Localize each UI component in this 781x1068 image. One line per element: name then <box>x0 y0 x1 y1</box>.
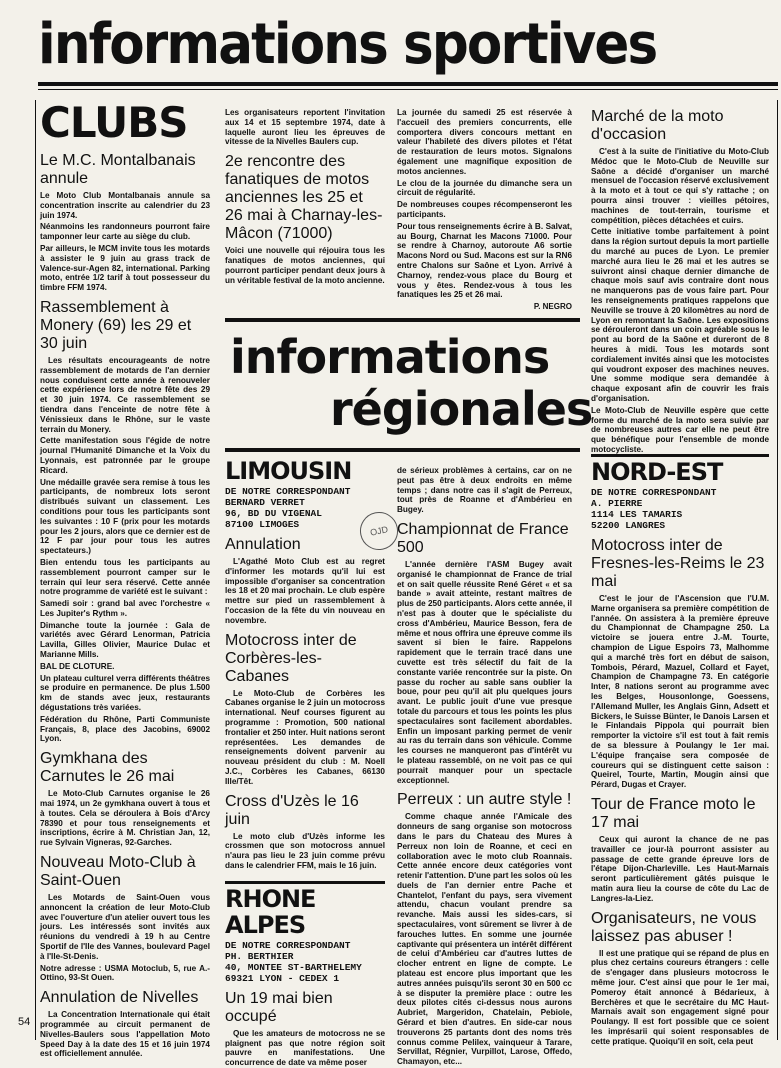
correspondent-line: DE NOTRE CORRESPONDANT <box>591 487 717 498</box>
correspondent-line: A. PIERRE <box>591 498 643 509</box>
correspondent-line: 69321 LYON - CEDEX 1 <box>225 972 340 984</box>
correspondent-line: 40, MONTEE ST-BARTHELEMY <box>225 961 362 973</box>
article-title: Motocross inter de Corbères-les-Cabanes <box>225 631 357 685</box>
ojd-stamp: OJD <box>356 508 401 553</box>
correspondent-line: 87100 LIMOGES <box>225 519 300 530</box>
correspondent-line: 1114 LES TAMARIS <box>591 509 683 520</box>
article-title: Tour de France moto le 17 mai <box>591 795 756 831</box>
article-paragraph: Néanmoins les randonneurs pourront faire tamponner leur carte au siège du club. <box>40 222 210 242</box>
regional-heading-line2: régionales <box>330 382 593 436</box>
limousin-column <box>225 457 385 1068</box>
article-paragraph: L'Agathé Moto Club est au regret d'informer les motards qu'il lui est impossible d'organiser sa concentration les 18 et 20 mai prochain. Le club espère mettre sur pied un rassemblement à l'occasion de la fête du vin nouveau en novembre. <box>225 557 385 625</box>
article-paragraph: Pour tous renseignements écrire à B. Salvat, au Bourg, Charnat les Macons 71000. Pour se rendre à Charnoy, autoroute A6 sortie Macons Nord ou Sud. Macons est sur la RN6 entre Chalons sur Saône et Lyon. Arrivé à Charnoy, rendez-vous place du Bourg et vous y êtes. Rendez-vous à tous les fanatiques les 25 et 26 mai. <box>397 221 572 300</box>
article-paragraph: Bien entendu tous les participants au rassemblement pourront camper sur le terrain qui leur sera réservé. Cette année notre programme de variété est le suivant : <box>40 557 210 597</box>
regional-rule-bottom <box>225 448 580 452</box>
section-divider <box>225 881 385 884</box>
regional-heading-line1: informations <box>230 330 550 384</box>
page-number: 54 <box>18 1016 31 1028</box>
clubs-heading: CLUBS <box>40 98 188 147</box>
article-paragraph: BAL DE CLOTURE. <box>40 661 115 671</box>
article-saint-ouen <box>40 854 210 983</box>
column-rule <box>35 100 36 1040</box>
correspondent-line: 96, BD DU VIGENAL <box>225 508 322 519</box>
charnay-article <box>225 108 385 308</box>
article-paragraph: Un plateau culturel verra différents théâtres se produire en permanence. De plus 1.500 km de stands avec jeux, restaurants dégustations très variées. <box>40 673 210 713</box>
article-title: Organisateurs, ne vous laissez pas abuser ! <box>591 909 757 945</box>
article-nivelles <box>40 989 210 1059</box>
article-paragraph: Comme chaque année l'Amicale des donneurs de sang organise son motocross dans le pars du Chateau des Mures à Perreux non loin de Roanne, et ceci en collaboration avec le moto club Roannais. Cette année encore deux catégories vont retenir l'attention. D'une part les solos où les duels de l'an dernier entre Pache et Chantelot, l'enfant du pays, sera vivement attendu, chacun voulant prendre sa revanche. Mais aussi les sides-cars, si spectaculaires, vont sûrement se livrer à de farouches luttes. En somme une journée captivante qui présentera un intérêt différent de celui d'Ambérieu car d'autres luttes de clocher entrent en ligne de compte. Le plateau est encore plus important que les autres années puisqu'ils seront 30 en 500 cc à se disputer la première place : outre les deux pilotes cités ci-dessus nous aurons Aubriet, Margeridon, Chatelain, Pebiole, Gérard et bien d'autres. En side-car nous trouverons 25 partants dont des noms très connus comme Pelilex, vainqueur à Tarare, Servillat, Régnier, Vurpillot, Larose, Offedo, Chamayon, etc... <box>397 812 572 1067</box>
article-paragraph: Le moto club d'Uzès informe les crossmen que son motocross annuel n'aura pas lieu le 23 juin comme prévu dans le calendrier FFM, mais le 16 juin. <box>225 831 385 870</box>
article-paragraph: Les Motards de Saint-Ouen vous annoncent la création de leur Moto-Club avec l'ouverture d'un atelier ouvert tous les jours. Les intéressés sont invités aux réunions du vendredi à 19 h au Centre Sportif de l'Ile des Vannes, boulevard Pagel à l'Ile-St-Denis. <box>40 893 210 961</box>
article-paragraph: Voici une nouvelle qui réjouira tous les fanatiques de motos anciennes, qui pourront participer pendant deux jours à un véritable festival de la moto ancienne. <box>225 246 385 285</box>
article-title: Annulation <box>225 536 301 553</box>
article-paragraph: C'est à la suite de l'initiative du Moto-Club Médoc que le Moto-Club de Neuville sur Saône a décidé d'organiser un marché mensuel de l'occasion réservé exclusivement à la moto et à tout ce qui s'y rattache ; on pourra ainsi trouver : vieilles pétoires, machines de tout-terrain, tourisme et compétition, pièces détachées et cuirs. <box>591 147 769 225</box>
correspondent-line: 52200 LANGRES <box>591 520 666 531</box>
marche-article <box>591 108 769 454</box>
rhone-continued-column <box>397 466 572 1067</box>
article-title: Annulation de Nivelles <box>40 989 199 1007</box>
article-paragraph: Samedi soir : grand bal avec l'orchestre « Les Jupiter's Rythm ». <box>40 599 210 618</box>
regional-rule-top <box>225 318 580 322</box>
article-paragraph: Le Moto-Club de Neuville espère que cette forme du marché de la moto sera suivie par de nombreuses autres car elle ne peut être que bénéfique pour l'ensemble de monde motocycliste. <box>591 405 769 454</box>
masthead-thin-rule <box>38 89 778 90</box>
article-paragraph: Les organisateurs reportent l'invitation aux 14 et 15 septembre 1974, date à laquelle auront lieu les épreuves de vitesse de la Nivelles Baulers cup. <box>225 108 385 147</box>
charnay-continued <box>397 108 572 312</box>
region-name: LIMOUSIN <box>225 457 352 485</box>
article-title: Perreux : un autre style ! <box>397 791 572 809</box>
article-paragraph: Que les amateurs de motocross ne se plaignent pas que notre région soit pauvre en manifestations. Une concurrence de date va même poser <box>225 1028 385 1068</box>
article-paragraph: L'année dernière l'ASM Bugey avait organisé le championnat de France de trial et on sait quelle réussite René Géret « et sa bande » avait atteinte, restant maîtres de plus de 250 participants. Alors cette année, il n'est pas à douter que le spécialiste du cross d'Ambérieu, Maurice Besson, fera de même et nous offrira une épreuve comme ils savent si bien le faire. Rappelons rapidement que le terrain tracé dans une cuvette est très sélectif du fait de la constante variée rencontrée sur la piste. On passe du rocher au sable sans oublier la boue, pour peu qu'il ait plu quelques jours avant. Le public jouit d'une vue presque totale du parcours et tous les points les plus spectaculaires sont facilement abordables. Enfin un imposant parking permet de venir au ras du terrain dans son véhicule. Comme les courses ne manqueront pas d'intérêt vu le plateau rassemblé, on ne voit pas ce qui pourrait manquer pour un spectacle exceptionnel. <box>397 559 572 785</box>
correspondent-block <box>591 487 769 531</box>
article-title: Marché de la moto d'occasion <box>591 108 724 143</box>
article-title: 2e rencontre des fanatiques de motos anciennes les 25 et 26 mai à Charnay-les-Mâcon (71000) <box>225 153 383 243</box>
region-name: NORD-EST <box>591 458 723 486</box>
correspondent-block <box>225 940 385 984</box>
article-title: Le M.C. Montalbanais annule <box>40 152 196 187</box>
article-title: Un 19 mai bien occupé <box>225 989 333 1025</box>
article-title: Rassemblement à Monery (69) les 29 et 30 juin <box>40 298 192 352</box>
article-paragraph: La journée du samedi 25 est réservée à l'accueil des premiers concurrents, elle comportera divers concours mettant en valeur l'habileté des divers pilotes et l'état de restauration de leurs motos. Signalons également une magnifique exposition de motos anciennes. <box>397 108 572 176</box>
article-title: Cross d'Uzès le 16 juin <box>225 792 359 828</box>
article-paragraph: Il est une pratique qui se répand de plus en plus chez certains coureurs étrangers : celle de s'engager dans plusieurs motocross le même jour. C'est ainsi que pour le 1er mai, Pomeroy était annoncé à Bédarieux, à Berchères et que le secrétaire du MC Haut-Marnais avait son engagement signé pour Poulangy. Il est fort possible que ce soient les imprésarii qui soient responsables de cette pratique. Quoiqu'il en soit, cela peut <box>591 948 769 1046</box>
article-paragraph: Ceux qui auront la chance de ne pas travailler ce jour-là pourront assister au passage de cette grande épreuve lors de l'étape Dijon-Charleville. Les Haut-Marnais seront particulièrement gâtés puisque le matin aura lieu la course de côte du Lac de Langres-la-Liez. <box>591 834 769 903</box>
article-paragraph: La Concentration Internationale qui était programmée au circuit permanent de Nivelles-Baulers sous l'appellation Moto Speed Day à la date des 15 et 16 juin 1974 est officiellement annulée. <box>40 1010 210 1059</box>
nordest-column <box>591 452 769 1046</box>
clubs-column <box>40 98 210 1059</box>
article-gymkhana <box>40 750 210 848</box>
article-title: Nouveau Moto-Club à Saint-Ouen <box>40 854 196 890</box>
article-paragraph: Fédération du Rhône, Parti Communiste Français, 8, place des Jacobins, 69002 Lyon. <box>40 714 210 744</box>
article-paragraph: Les résultats encourageants de notre rassemblement de motards de l'an dernier nous conduisent cette année à renouveler cette expérience lors de notre fête des 29 et 30 juin 1974. Ce rassemblement se tiendra dans l'enceinte de notre fête à Vénissieux dans le Rhône, sur le vaste terrain du Monery. <box>40 355 210 434</box>
correspondent-line: DE NOTRE CORRESPONDANT <box>225 939 351 951</box>
article-paragraph: Cette initiative tombe parfaitement à point dans la région surtout depuis la mort partielle du marché au puces de Lyon. Le premier marché aura lieu le 26 mai et les autres se suivront ainsi chaque dernier dimanche de chaque mois sauf avis contraire dont nous ne manquerons pas de vous faire part. Pour les renseignements pratiques rappelons que Neuville se trouve à 20 kilomètres au nord de Lyon en remontant la Saône. Les expositions se dérouleront dans un coin agréable sous le pont au bord de la Saône et dureront de 8 heures à midi. Tous les motards sont cordialement invités ainsi que les motocistes qui voudront exposer des machines neuves. Une somme modique sera demandée à chaque exposant afin de couvrir les frais d'organisation. <box>591 227 769 403</box>
article-paragraph: De nombreuses coupes récompenseront les participants. <box>397 200 572 219</box>
article-monery <box>40 299 210 744</box>
article-paragraph: Le Moto Club Montalbanais annule sa concentration inscrite au calendrier du 23 juin 1974. <box>40 191 210 220</box>
article-paragraph: C'est le jour de l'Ascension que l'U.M. Marne organisera sa première compétition de l'année. On assistera à la première épreuve du Championnat de Champagne 250. La victoire se jouera entre J.-M. Tourte, champion de Ligue Espoirs 73, Malhomme qui a marché très fort en début de saison, Tombois, Pérard, Mazuel, Collard et Fayet, Champion de Champagne 73. En catégorie Inter, 8 nations seront au programme avec les Belges, Housonlonge, Goessens, l'Allemand Muller, les Anglais Ginn, Adsett et Bickers, le Suisse Bünter, le Danois Larsen et le Finlandais Pippola qui pourrait bien remporter la victoire s'il est tout à fait remis de sa blessure à Poulangy le 1er mai. L'équipe française sera composée de coureurs qui se distinguent cette saison : Queirel, Tourte, Martin, Mougin ainsi que Pérard, Dugas et Crayer. <box>591 594 769 790</box>
article-title: Championnat de France 500 <box>397 520 569 556</box>
article-paragraph: Cette manifestation sous l'égide de notre journal l'Humanité Dimanche et la Voix du Lyonnais, est patronnée par le groupe Ricard. <box>40 436 210 475</box>
masthead: informations sportives <box>38 12 657 77</box>
article-montalbanais <box>40 152 210 293</box>
correspondent-line: BERNARD VERRET <box>225 497 305 508</box>
article-paragraph: Notre adresse : USMA Motoclub, 5, rue A.-Ottino, 93-St Ouen. <box>40 963 210 983</box>
column-rule <box>777 100 778 1040</box>
article-paragraph: Dimanche toute la journée : Gala de variétés avec Gérard Lenorman, Patricia Lavilla, Gilles Olivier, Maurice Dulac et Marianne Mills. <box>40 620 210 660</box>
correspondent-line: PH. BERTHIER <box>225 950 294 962</box>
author-signature: P. NEGRO <box>533 302 572 312</box>
correspondent-line: DE NOTRE CORRESPONDANT <box>225 486 351 497</box>
region-name: ALPES <box>225 910 306 939</box>
article-paragraph: de sérieux problèmes à certains, car on ne peut pas être à deux endroits en même temps ; dans notre cas il s'agit de Perreux, tout près de Roanne et d'Ambérieu en Bugey. <box>397 466 572 515</box>
region-name: RHONE <box>225 884 316 913</box>
article-title: Motocross inter de Fresnes-les-Reims le 23 mai <box>591 537 765 590</box>
article-paragraph: Le Moto-Club de Corbères les Cabanes organise le 2 juin un motocross international. Neuf courses figurent au programme : Promotion, 500 national frontalier et 250 inter. Huit nations seront représentées. Les demandes de renseignements doivent parvenir au nouveau président du club : M. Noell J.C., Corbères les Cabanes, 66130 Ille/Têt. <box>225 688 385 786</box>
article-title: Gymkhana des Carnutes le 26 mai <box>40 750 175 786</box>
masthead-rule <box>38 82 778 86</box>
article-paragraph: Par ailleurs, le MCM invite tous les motards à assister le 9 juin au grass track de Valence-sur-Agen 82, international. Parking moto, entrée 1/2 tarif à tout possesseur du timbre FFM 1974. <box>40 243 210 293</box>
section-divider <box>591 454 769 457</box>
article-paragraph: Le clou de la journée du dimanche sera un circuit de régularité. <box>397 178 572 198</box>
article-paragraph: Le Moto-Club Carnutes organise le 26 mai 1974, un 2e gymkhana ouvert à tous et à toutes. Cela se déroulera à Bois d'Arcy 78390 et pour tous renseignements et inscriptions, écrire à M. Christian Jan, 12, rue Sylvain Vigneras, 92-Garches. <box>40 789 210 848</box>
article-paragraph: Une médaille gravée sera remise à tous les participants, de nombreux lots seront distribués suivant un classement. Les conditions pour tous les participants sont les suivantes : 10 F (prix pour les motards pour les 2 jours, alors que ce dernier est de 12 F par jour pour tous les autres spectateurs.) <box>40 477 210 556</box>
